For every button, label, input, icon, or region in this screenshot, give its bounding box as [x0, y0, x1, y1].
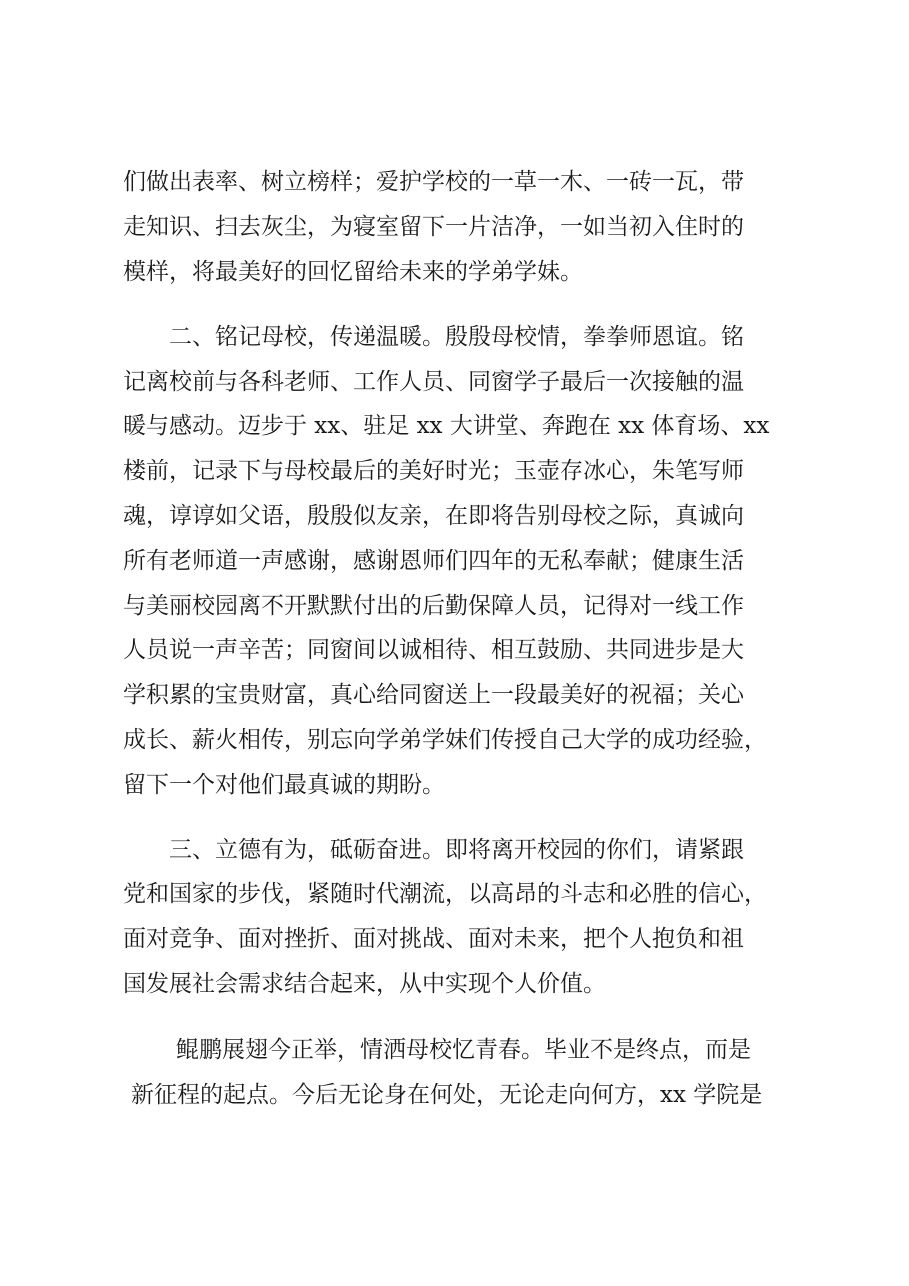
text-line: 走知识、扫去灰尘，为寝室留下一片洁净，一如当初入住时的	[123, 214, 744, 240]
text-line: 面对竞争、面对挫折、面对挑战、面对未来，把个人抱负和祖	[123, 926, 744, 952]
text-line: 国发展社会需求结合起来，从中实现个人价值。	[123, 971, 606, 997]
text-line: 模样，将最美好的回忆留给未来的学弟学妹。	[123, 259, 583, 285]
text-line: 成长、薪火相传，别忘向学弟学妹们传授自己大学的成功经验，	[123, 727, 767, 753]
text-line: 学积累的宝贵财富，真心给同窗送上一段最美好的祝福；关心	[123, 682, 744, 708]
text-line: 三、立德有为，砥砺奋进。即将离开校园的你们，请紧跟	[169, 837, 744, 863]
text-line: 魂，谆谆如父语，殷殷似友亲，在即将告别母校之际，真诚向	[123, 503, 744, 529]
text-line: 党和国家的步伐，紧随时代潮流，以高昂的斗志和必胜的信心，	[123, 881, 767, 907]
text-line: 与美丽校园离不开默默付出的后勤保障人员，记得对一线工作	[123, 593, 744, 619]
text-line: 留下一个对他们最真诚的期盼。	[123, 772, 445, 798]
text-line: 楼前，记录下与母校最后的美好时光；玉壶存冰心，朱笔写师	[123, 458, 744, 484]
text-line: 记离校前与各科老师、工作人员、同窗学子最后一次接触的温	[123, 369, 744, 395]
text-line: 人员说一声辛苦；同窗间以诚相待、相互鼓励、共同进步是大	[123, 637, 744, 663]
text-line: 新征程的起点。今后无论身在何处，无论走向何方，xx 学院是	[131, 1082, 763, 1108]
text-line: 们做出表率、树立榜样；爱护学校的一草一木、一砖一瓦，带	[123, 169, 744, 195]
text-line: 二、铭记母校，传递温暖。殷殷母校情，拳拳师恩谊。铭	[169, 324, 744, 350]
text-line: 鲲鹏展翅今正举，情洒母校忆青春。毕业不是终点，而是	[176, 1037, 751, 1063]
text-line: 暖与感动。迈步于 xx、驻足 xx 大讲堂、奔跑在 xx 体育场、xx	[123, 413, 770, 439]
text-line: 所有老师道一声感谢，感谢恩师们四年的无私奉献；健康生活	[123, 548, 744, 574]
